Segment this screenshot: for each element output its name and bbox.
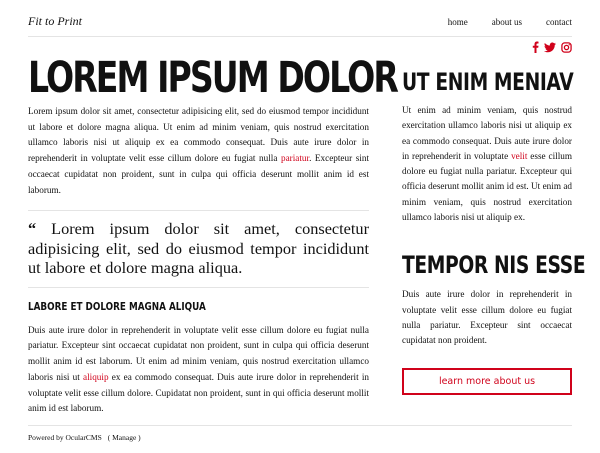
sidebar <box>402 68 586 395</box>
sidebar-text-start: Ut enim ad minim veniam, quis nostrud exercitation ullamco laboris nisi ut aliquip ex ea commodo consequat. Duis aute irure dolor in reprehenderit in voluptate <box>402 105 572 161</box>
social-links <box>532 41 572 53</box>
sidebar-paragraph-2: Duis aute irure dolor in reprehenderit in voluptate velit esse cillum dolore eu fugiat nulla pariatur. Excepteur sint occaecat cupidatat non proident. <box>402 289 572 346</box>
sidebar-text-end: esse cillum dolore eu fugiat nulla pariatur. Excepteur qui officia deserunt mollit anim id est. Ut enim ad minim veniam, quis nostrud exercitation ullamco laboris nisi ut aliquip ex. <box>402 150 572 223</box>
body-text-end: ex ea commodo consequat. Duis aute irure dolor in reprehenderit in voluptate velit esse cillum dolore. Cupidatat non proident, sunt in qui officia deserunt mollit anim id est laborum. <box>28 371 369 414</box>
instagram-icon[interactable] <box>561 42 572 53</box>
sidebar-heading-1: UT ENIM MENIAV <box>402 68 574 96</box>
intro-text-start: Lorem ipsum dolor sit amet, consectetur adipisicing elit, sed do eiusmod tempor incididunt ut labore et dolore magna aliqua. Ut enim ad minim veniam, quis nostrud exercitation ullamco laboris nisi ut aliquip ex ea commodo consequat. Duis aute irure dolor in reprehenderit in voluptate velit esse cillum dolore eu fugiat nulla <box>28 106 369 164</box>
powered-by-link[interactable]: Powered by OcularCMS <box>28 433 102 442</box>
quote-mark-icon: “ <box>28 219 37 239</box>
manage-link[interactable]: ( Manage ) <box>107 433 141 442</box>
site-brand[interactable]: Fit to Print <box>28 14 82 28</box>
learn-more-button[interactable]: learn more about us <box>402 368 572 395</box>
nav-contact-link[interactable]: contact <box>546 17 572 27</box>
sidebar-heading-2: TEMPOR NIS ESSE <box>402 251 586 280</box>
intro-text-end: . Excepteur sint occaecat cupidatat non proident, sunt in culpa qui officia deserunt mollit anim id est laborum. <box>28 153 369 195</box>
footer <box>28 433 141 442</box>
quote-top-divider <box>28 210 369 211</box>
twitter-icon[interactable] <box>544 42 556 53</box>
main-article <box>28 53 397 417</box>
section-subheading: LABORE ET DOLORE MAGNA ALIQUA <box>28 299 206 313</box>
footer-divider <box>28 425 572 426</box>
body-link[interactable]: aliquip <box>83 371 109 382</box>
pull-quote-text: Lorem ipsum dolor sit amet, consectetur adipisicing elit, sed do eiusmod tempor incididunt ut labore et dolore magna aliqua. <box>28 219 369 278</box>
body-text-start: Duis aute irure dolor in reprehenderit in voluptate velit esse cillum dolore eu fugiat nulla pariatur. Excepteur sint occaecat cupidatat non proident, sunt in culpa qui officia deserunt mollit anim id est laborum. Ut enim ad minim veniam, quis nostrud exercitation ullamco laboris nisi ut <box>28 324 369 382</box>
article-title: LOREM IPSUM DOLOR <box>28 53 397 103</box>
sidebar-paragraph-1 <box>402 103 572 225</box>
facebook-icon[interactable] <box>532 41 539 53</box>
top-nav <box>448 17 572 27</box>
nav-home-link[interactable]: home <box>447 17 468 27</box>
nav-about-link[interactable]: about us <box>491 17 522 27</box>
intro-paragraph <box>28 104 369 198</box>
quote-bottom-divider <box>28 287 369 288</box>
header-divider <box>28 36 572 37</box>
intro-link[interactable]: pariatur <box>281 153 310 164</box>
sidebar-link[interactable]: velit <box>511 150 528 161</box>
pull-quote <box>28 219 369 278</box>
body-paragraph <box>28 323 369 417</box>
